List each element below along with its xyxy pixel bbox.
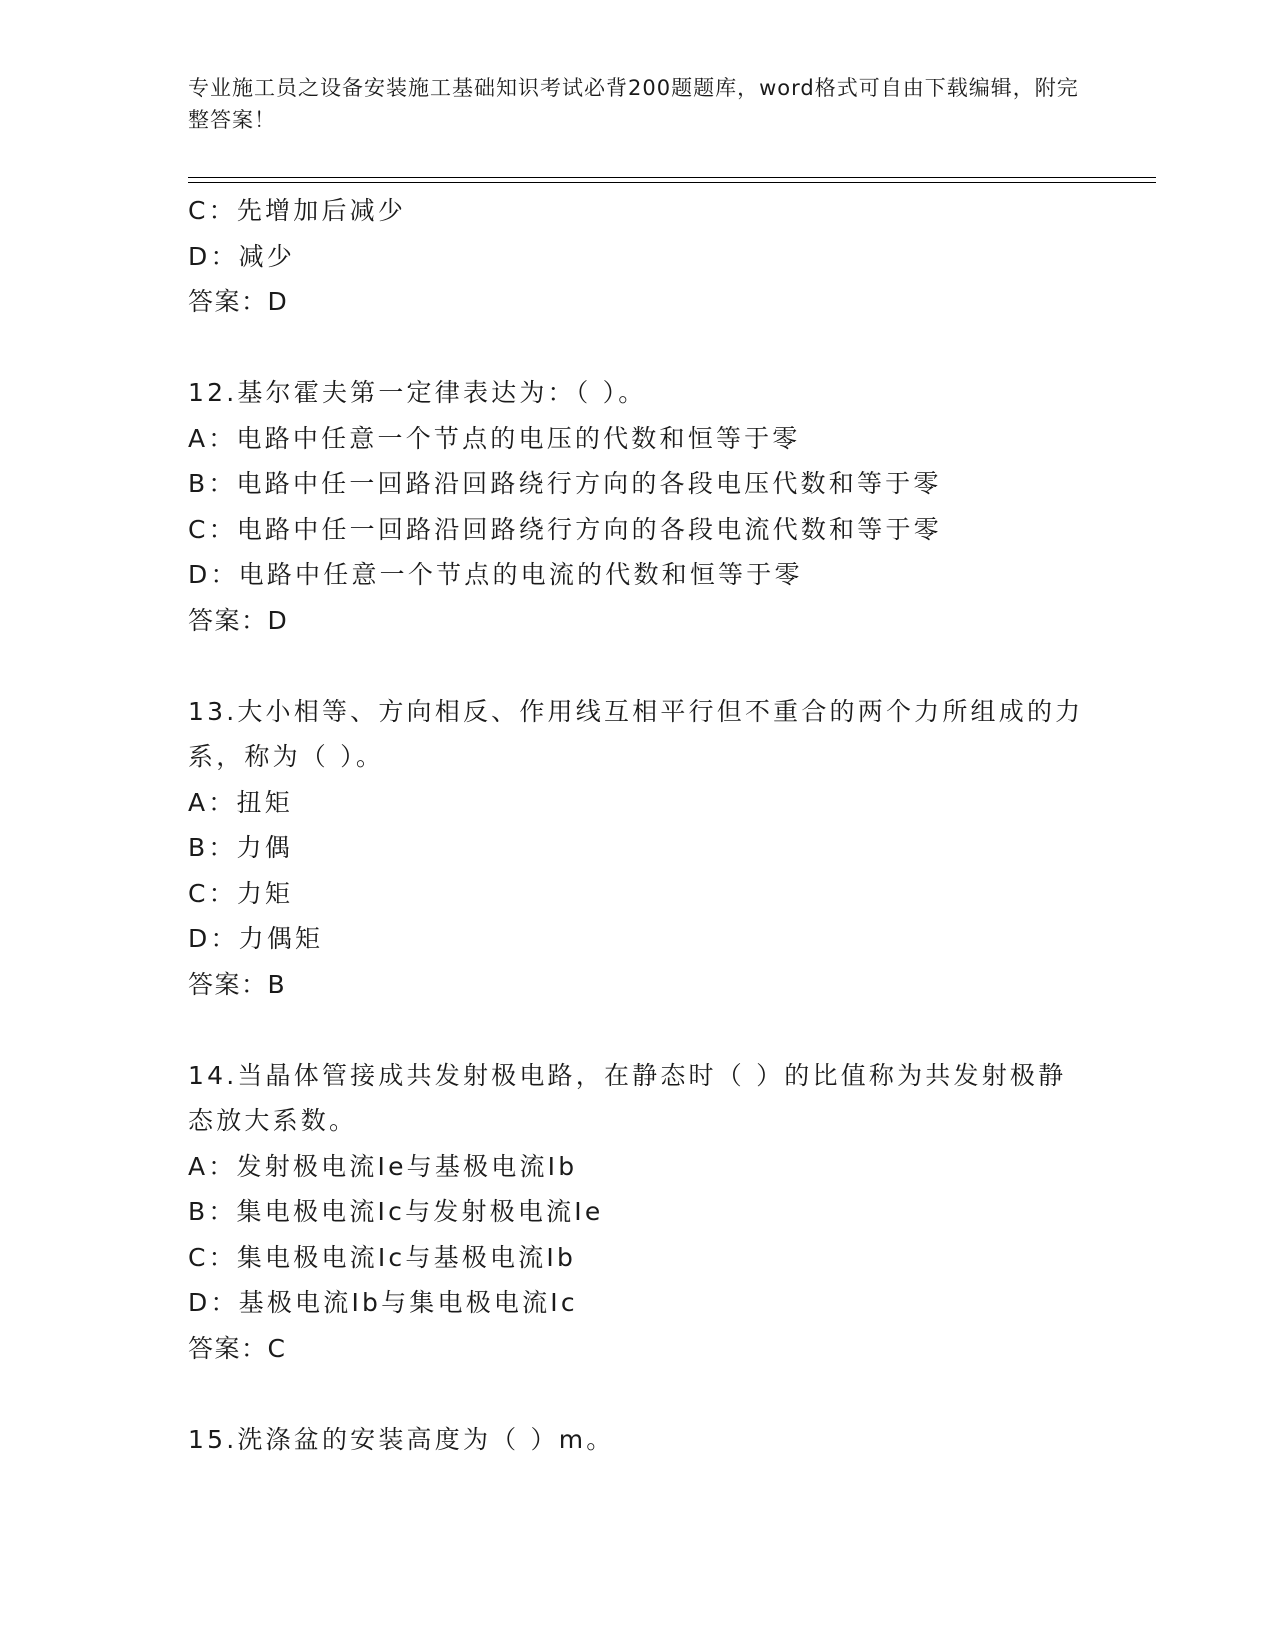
spacer xyxy=(188,643,1108,689)
partial-question xyxy=(188,188,1108,325)
option-d: D：力偶矩 xyxy=(188,924,324,953)
option-a: A：扭矩 xyxy=(188,787,293,817)
question-13 xyxy=(188,689,1108,1008)
question-stem: 13.大小相等、方向相反、作用线互相平行但不重合的两个力所组成的力系，称为（ ）。 xyxy=(188,696,1084,771)
spacer xyxy=(188,1371,1108,1417)
option-b: B：电路中任一回路沿回路绕行方向的各段电压代数和等于零 xyxy=(188,469,942,498)
question-14 xyxy=(188,1053,1108,1372)
question-list xyxy=(188,188,1108,1462)
answer-line: 答案：D xyxy=(188,287,289,316)
question-stem: 12.基尔霍夫第一定律表达为：（ ）。 xyxy=(188,378,647,407)
question-stem: 15.洗涤盆的安装高度为（ ）m。 xyxy=(188,1424,615,1454)
spacer xyxy=(188,325,1108,371)
option-d: D：电路中任意一个节点的电流的代数和恒等于零 xyxy=(188,560,803,589)
option-c: C：电路中任一回路沿回路绕行方向的各段电流代数和等于零 xyxy=(188,514,942,544)
option-a: A：电路中任意一个节点的电压的代数和恒等于零 xyxy=(188,423,801,453)
option-c: C：力矩 xyxy=(188,878,294,908)
header-rule-bottom xyxy=(188,182,1156,183)
option-d: D：基极电流Ib与集电极电流Ic xyxy=(188,1288,578,1317)
answer-line: 答案：B xyxy=(188,969,287,999)
option-b: B：集电极电流Ic与发射极电流Ie xyxy=(188,1197,604,1226)
header-rule-top xyxy=(188,177,1156,178)
answer-line: 答案：D xyxy=(188,605,289,635)
option-a: A：发射极电流Ie与基极电流Ib xyxy=(188,1151,578,1181)
document-title: 专业施工员之设备安装施工基础知识考试必背200题题库，word格式可自由下载编辑，附完整答案！ xyxy=(188,76,1079,132)
option-b: B：力偶 xyxy=(188,833,293,862)
option-c: C：集电极电流Ic与基极电流Ib xyxy=(188,1242,577,1272)
document-header xyxy=(188,72,1088,136)
question-15 xyxy=(188,1417,1108,1463)
question-12 xyxy=(188,370,1108,643)
question-stem: 14.当晶体管接成共发射极电路，在静态时（ ）的比值称为共发射极静态放大系数。 xyxy=(188,1060,1067,1135)
option-d: D：减少 xyxy=(188,241,296,271)
option-c: C：先增加后减少 xyxy=(188,196,407,225)
answer-line: 答案：C xyxy=(188,1333,287,1363)
spacer xyxy=(188,1007,1108,1053)
